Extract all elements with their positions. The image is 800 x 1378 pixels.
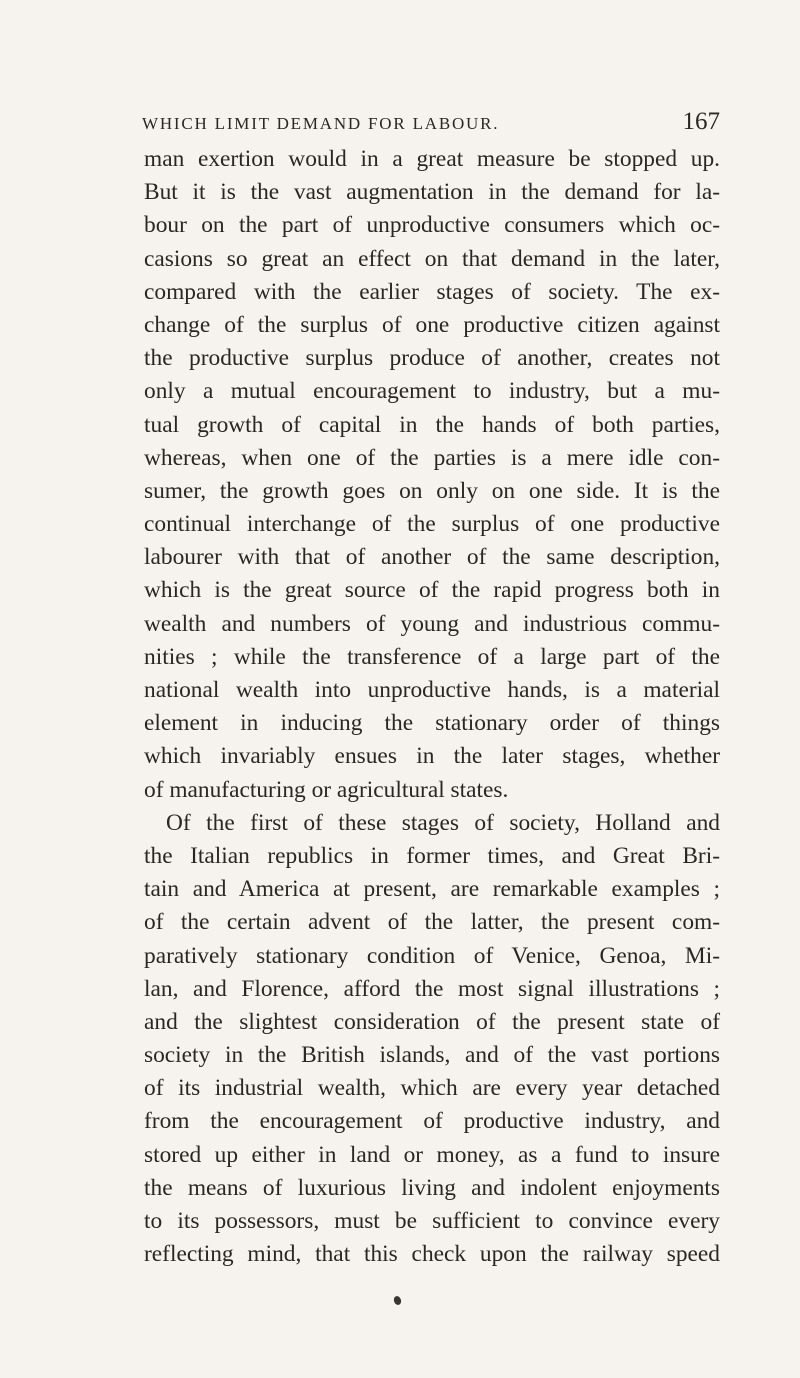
text-line: tain and America at present, are remarkable examples ;	[144, 876, 720, 903]
text-line: nities ; while the transference of a large part of the	[144, 643, 720, 670]
text-line: only a mutual encouragement to industry, but a mu-	[144, 378, 720, 405]
text-line: to its possessors, must be sufficient to convince every	[144, 1208, 720, 1234]
page-number: 167	[682, 108, 720, 135]
text-line: tual growth of capital in the hands of both parties,	[144, 411, 720, 438]
text-line: and the slightest consideration of the present state of	[144, 1008, 720, 1035]
text-line: casions so great an effect on that demand in the later,	[144, 245, 720, 272]
running-title: WHICH LIMIT DEMAND FOR LABOUR.	[142, 114, 500, 133]
text-line: continual interchange of the surplus of one productive	[144, 511, 720, 538]
text-line: reflecting mind, that this check upon the railway speed	[144, 1241, 720, 1268]
text-line: whereas, when one of the parties is a mere idle con-	[144, 444, 720, 471]
paragraph-start-line: Of the first of these stages of society, Holland and	[166, 809, 720, 836]
text-line: society in the British islands, and of the vast portions	[144, 1042, 720, 1069]
text-line: national wealth into unproductive hands, is a material	[144, 677, 720, 703]
text-line: bour on the part of unproductive consumers which oc-	[144, 212, 720, 239]
body-text	[144, 143, 720, 1271]
text-line: from the encouragement of productive industry, and	[144, 1108, 720, 1135]
text-line: element in inducing the stationary order of things	[144, 710, 720, 737]
text-line: the means of luxurious living and indolent enjoyments	[144, 1174, 720, 1201]
text-line: sumer, the growth goes on only on one side. It is the	[144, 477, 720, 504]
text-line: of its industrial wealth, which are every year detached	[144, 1075, 720, 1102]
text-line: of the certain advent of the latter, the present com-	[144, 909, 720, 936]
text-line: lan, and Florence, afford the most signal illustrations ;	[144, 975, 720, 1002]
text-line: change of the surplus of one productive citizen against	[144, 311, 720, 338]
text-line: man exertion would in a great measure be stopped up.	[144, 146, 720, 172]
text-line: the productive surplus produce of another, creates not	[144, 345, 720, 372]
text-line: labourer with that of another of the same description,	[144, 544, 720, 571]
text-line: compared with the earlier stages of society. The ex-	[144, 278, 720, 305]
text-line: wealth and numbers of young and industrious commu-	[144, 610, 720, 637]
running-head	[142, 108, 720, 140]
paragraph-end-line: of manufacturing or agricultural states.	[144, 776, 509, 803]
text-line: stored up either in land or money, as a fund to insure	[144, 1141, 720, 1168]
text-line: paratively stationary condition of Venice, Genoa, Mi-	[144, 942, 720, 969]
text-line: which invariably ensues in the later stages, whether	[144, 743, 720, 770]
ink-spot-mark	[393, 1295, 403, 1306]
text-line: But it is the vast augmentation in the demand for la-	[144, 179, 720, 206]
text-line: which is the great source of the rapid progress both in	[144, 577, 720, 604]
text-line: the Italian republics in former times, and Great Bri-	[144, 842, 720, 869]
